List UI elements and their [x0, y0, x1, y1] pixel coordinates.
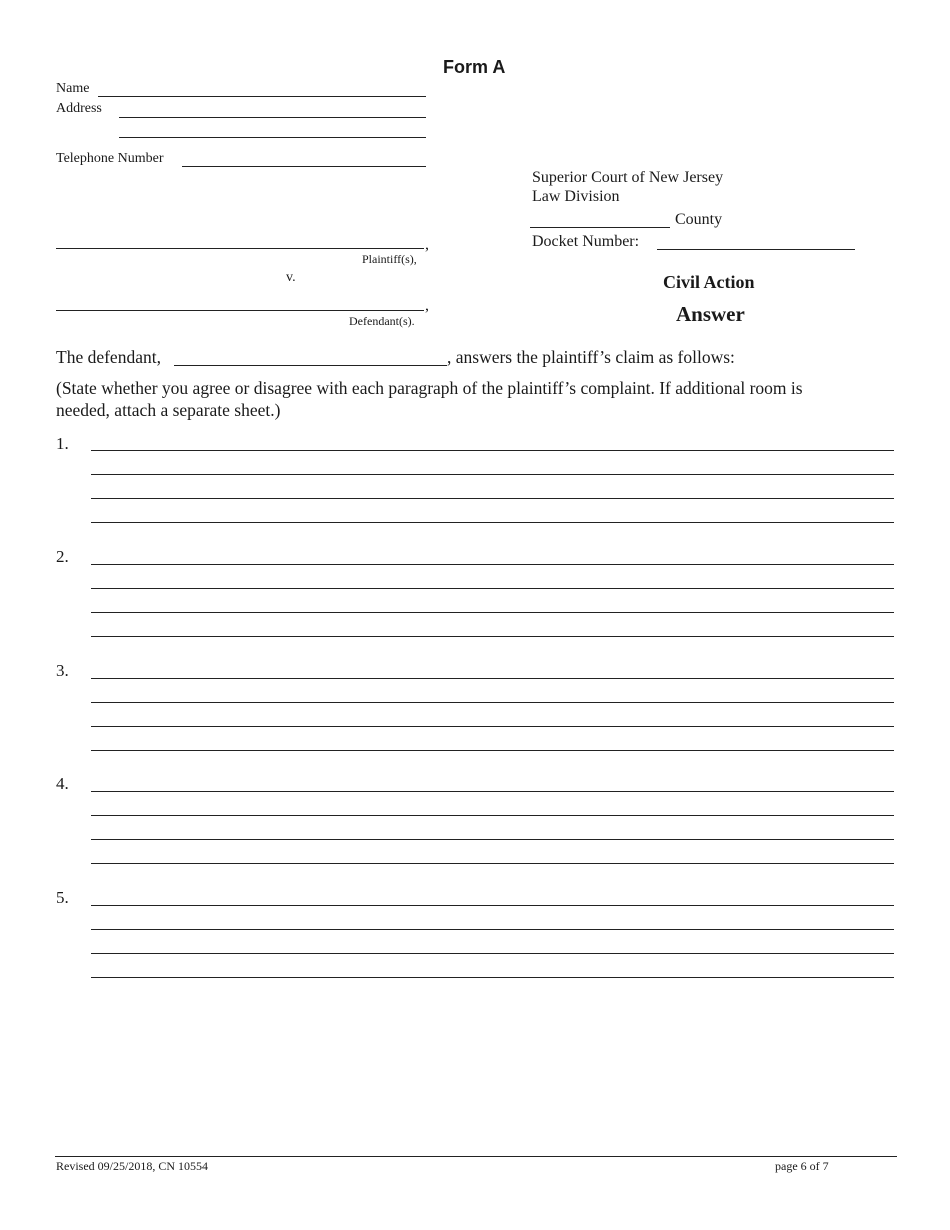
name-label: Name [56, 81, 90, 96]
address-label: Address [56, 101, 102, 116]
answer-line[interactable] [91, 726, 894, 727]
county-field[interactable] [530, 227, 670, 228]
instruction-line-1: (State whether you agree or disagree with each paragraph of the plaintiff’s complaint. If additional room is [56, 378, 803, 398]
page-number: page 6 of 7 [775, 1159, 829, 1173]
paragraph-number: 4. [56, 774, 69, 793]
answer-line[interactable] [91, 522, 894, 523]
document-title: Answer [676, 302, 745, 326]
paragraph-number: 1. [56, 434, 69, 453]
answer-line[interactable] [91, 929, 894, 930]
answer-line[interactable] [91, 839, 894, 840]
defendant-prefix: The defendant, [56, 347, 161, 367]
telephone-label: Telephone Number [56, 151, 164, 166]
answer-line[interactable] [91, 678, 894, 679]
answer-line[interactable] [91, 905, 894, 906]
paragraph-number: 5. [56, 888, 69, 907]
answer-line[interactable] [91, 498, 894, 499]
form-title: Form A [443, 57, 506, 77]
docket-label: Docket Number: [532, 233, 640, 250]
answer-line[interactable] [91, 953, 894, 954]
county-label: County [675, 211, 723, 228]
address-field-line2[interactable] [119, 137, 426, 138]
answer-line[interactable] [91, 702, 894, 703]
answer-line[interactable] [91, 791, 894, 792]
defendant-comma: , [425, 297, 429, 314]
answer-line[interactable] [91, 474, 894, 475]
plaintiff-comma: , [425, 236, 429, 253]
answer-line[interactable] [91, 564, 894, 565]
answer-line[interactable] [91, 636, 894, 637]
answer-line[interactable] [91, 815, 894, 816]
name-field[interactable] [98, 96, 426, 97]
address-field-line1[interactable] [119, 117, 426, 118]
revision-note: Revised 09/25/2018, CN 10554 [56, 1159, 208, 1173]
telephone-field[interactable] [182, 166, 426, 167]
versus-label: v. [286, 270, 296, 285]
answer-line[interactable] [91, 612, 894, 613]
defendant-field[interactable] [56, 310, 424, 311]
defendant-label: Defendant(s). [349, 314, 415, 328]
court-division: Law Division [532, 188, 620, 205]
instruction-line-2: needed, attach a separate sheet.) [56, 400, 281, 420]
defendant-name-field[interactable] [174, 365, 447, 366]
court-name: Superior Court of New Jersey [532, 169, 724, 186]
answer-line[interactable] [91, 750, 894, 751]
answer-line[interactable] [91, 588, 894, 589]
plaintiff-label: Plaintiff(s), [362, 252, 417, 266]
docket-number-field[interactable] [657, 249, 855, 250]
paragraph-number: 2. [56, 547, 69, 566]
defendant-suffix: , answers the plaintiff’s claim as follows: [447, 347, 735, 367]
answer-line[interactable] [91, 863, 894, 864]
plaintiff-field[interactable] [56, 248, 424, 249]
footer-divider [55, 1156, 897, 1157]
answer-line[interactable] [91, 977, 894, 978]
paragraph-number: 3. [56, 661, 69, 680]
civil-action-label: Civil Action [663, 272, 755, 292]
answer-line[interactable] [91, 450, 894, 451]
